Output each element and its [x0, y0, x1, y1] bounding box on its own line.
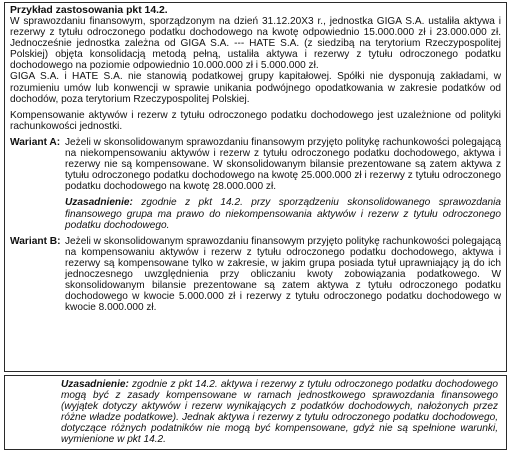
- variant-a-justification-text: zgodnie z pkt 14.2. przy sporządzeniu skonsolidowanego sprawozdania finansowego grupa ma prawo do niekompensowania aktywów i rezerw z tytułu odroczonego podatku dochodowego.: [65, 197, 501, 231]
- note-justification-label: Uzasadnienie:: [61, 379, 129, 390]
- variant-b: [10, 236, 501, 314]
- variant-a-justification: [65, 197, 501, 230]
- variant-b-label: Wariant B:: [10, 235, 61, 247]
- variant-a-justification-label: Uzasadnienie:: [65, 197, 133, 209]
- variant-a: [10, 137, 501, 192]
- example-title: Przykład zastosowania pkt 14.2.: [10, 5, 168, 16]
- note-justification-text: zgodnie z pkt 14.2. aktywa i rezerwy z tytułu odroczonego podatku dochodowego mogą być z zasady kompensowane w ramach jednostkowego sprawozdania finansowego (wyjątek dotyczy aktywów i rezerw wynikających z podatków dochodowych, nałożonych przez różne władze podatkowe). Jednak aktywa i rezerwy z tytułu odroczonego podatku dochodowego, dotyczące różnych podatników nie mogą być kompensowane, gdyż nie są spełnione warunki, wymienione w pkt 14.2.: [61, 379, 498, 446]
- example-box: [4, 2, 507, 372]
- variant-a-text: Jeżeli w skonsolidowanym sprawozdaniu finansowym przyjęto politykę rachunkowości polegającą na niekompensowaniu aktywów i rezerw z tytułu odroczonego podatku dochodowego, aktywa i rezerwy nie są kompensowane. W skonsolidowanym bilansie prezentowane są zatem aktywa z tytułu odroczonego podatku dochodowego na kwotę 25.000.000 zł i rezerwy z tytułu odroczonego podatku dochodowego na kwotę 28.000.000 zł.: [65, 136, 501, 193]
- variant-b-text: Jeżeli w skonsolidowanym sprawozdaniu finansowym przyjęto politykę rachunkowości polegającą na kompensowaniu aktywów i rezerw z tytułu odroczonego podatku dochodowego, aktywa i rezerwy są kompensowane tylko w zakresie, w jakim grupa posiada tytuł uprawniający ją do ich jednoczesnego uwzględnienia przy obliczaniu kwoty zobowiązania podatkowego. W skonsolidowanym bilansie prezentowane są zatem aktywa z tytułu odroczonego podatku dochodowego w kwocie 5.000.000 zł i rezerwy z tytułu odroczonego podatku dochodowego w kwocie 8.000.000 zł.: [65, 235, 501, 314]
- variant-a-label: Wariant A:: [10, 136, 61, 148]
- intro-paragraph-1: W sprawozdaniu finansowym, sporządzonym na dzień 31.12.20X3 r., jednostka GIGA S.A. ustaliła aktywa i rezerwy z tytułu odroczonego podatku dochodowego na kwotę odpowiednio 15.000.000 zł i 23.000.000 zł. Jednocześnie jednostka zależna od GIGA S.A. --- HATE S.A. (z siedzibą na terytorium Rzeczypospolitej Polskiej) objęta konsolidacją metodą pełną, ustaliła aktywa i rezerwy z tytułu odroczonego podatku dochodowego na poziomie odpowiednio 10.000.000 zł i 5.000.000 zł.: [10, 16, 501, 72]
- intro-paragraph-2: GIGA S.A. i HATE S.A. nie stanowią podatkowej grupy kapitałowej. Spółki nie dysponują zakładami, w rozumieniu umów lub konwencji w sprawie unikania podwójnego opodatkowania w zakresie podatków od dochodów, poza terytorium Rzeczypospolitej Polskiej.: [10, 71, 501, 105]
- note-justification: [61, 379, 498, 446]
- dependency-paragraph: Kompensowanie aktywów i rezerw z tytułu odroczonego podatku dochodowego jest uzależnione od polityki rachunkowości jednostki.: [10, 109, 501, 132]
- justification-box: [4, 375, 507, 450]
